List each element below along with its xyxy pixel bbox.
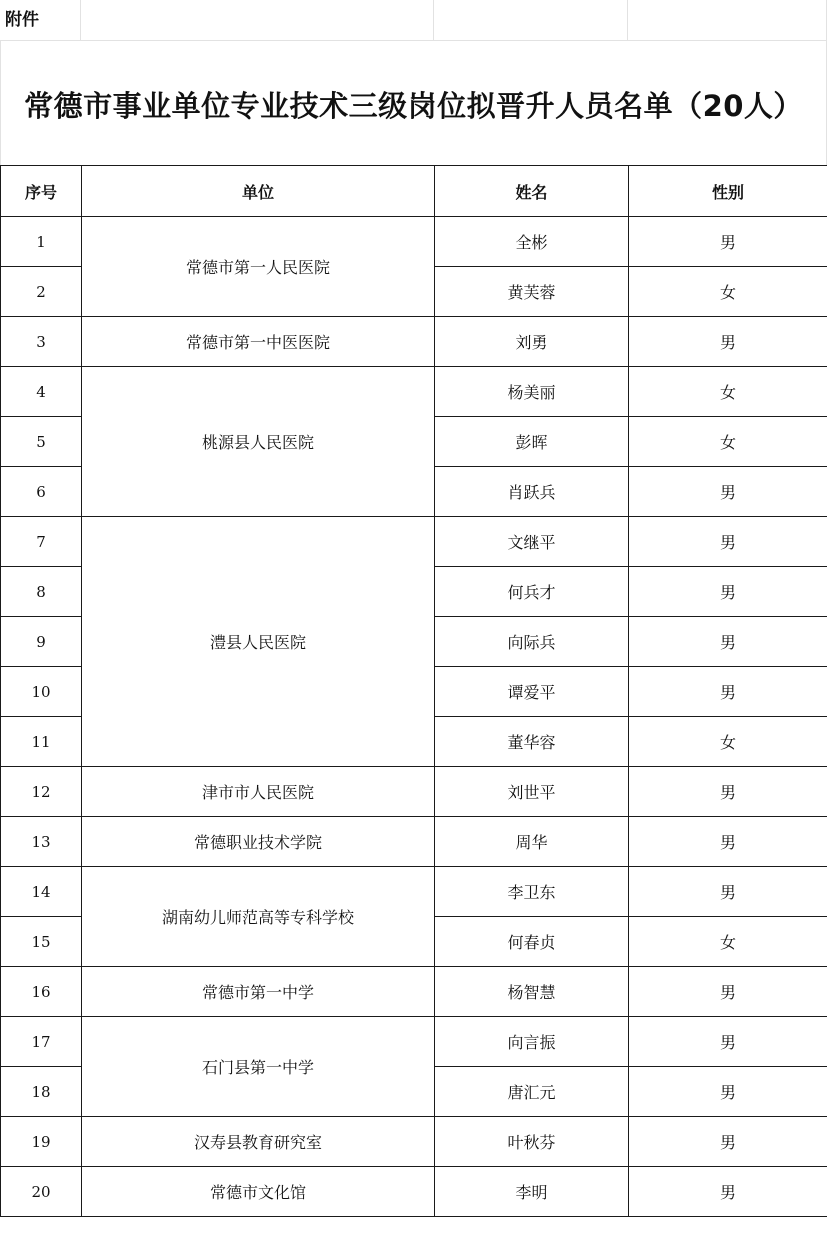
seq-cell: 6 [1, 467, 82, 517]
empty-cell [81, 0, 434, 41]
gender-cell: 男 [629, 1117, 827, 1167]
column-header-seq: 序号 [1, 166, 82, 217]
gender-cell: 女 [629, 917, 827, 967]
gender-cell: 男 [629, 617, 827, 667]
gender-cell: 男 [629, 1067, 827, 1117]
table-row [1, 817, 827, 867]
seq-cell: 20 [1, 1167, 82, 1217]
unit-cell: 常德市第一中学 [82, 967, 435, 1017]
name-cell: 董华容 [435, 717, 629, 767]
name-cell: 唐汇元 [435, 1067, 629, 1117]
name-cell: 杨美丽 [435, 367, 629, 417]
name-cell: 李明 [435, 1167, 629, 1217]
seq-cell: 2 [1, 267, 82, 317]
seq-cell: 9 [1, 617, 82, 667]
gender-cell: 男 [629, 867, 827, 917]
gender-cell: 男 [629, 567, 827, 617]
name-cell: 何兵才 [435, 567, 629, 617]
column-header-name: 姓名 [435, 166, 629, 217]
attachment-label: 附件 [0, 0, 81, 41]
unit-cell: 湖南幼儿师范高等专科学校 [82, 867, 435, 967]
name-cell: 彭晖 [435, 417, 629, 467]
name-cell: 向言振 [435, 1017, 629, 1067]
gender-cell: 男 [629, 667, 827, 717]
table-row [1, 967, 827, 1017]
seq-cell: 10 [1, 667, 82, 717]
gender-cell: 男 [629, 1167, 827, 1217]
table-row [1, 367, 827, 417]
roster-body [1, 217, 827, 1217]
name-cell: 周华 [435, 817, 629, 867]
gender-cell: 男 [629, 317, 827, 367]
unit-cell: 桃源县人民医院 [82, 367, 435, 517]
name-cell: 向际兵 [435, 617, 629, 667]
name-cell: 肖跃兵 [435, 467, 629, 517]
name-cell: 黄芙蓉 [435, 267, 629, 317]
gender-cell: 女 [629, 717, 827, 767]
unit-cell: 常德职业技术学院 [82, 817, 435, 867]
seq-cell: 3 [1, 317, 82, 367]
table-row [1, 317, 827, 367]
gender-cell: 女 [629, 267, 827, 317]
seq-cell: 4 [1, 367, 82, 417]
seq-cell: 1 [1, 217, 82, 267]
empty-cell [434, 0, 628, 41]
page-title: 常德市事业单位专业技术三级岗位拟晋升人员名单（20人） [24, 88, 803, 123]
name-cell: 杨智慧 [435, 967, 629, 1017]
unit-cell: 常德市文化馆 [82, 1167, 435, 1217]
title-area [0, 40, 827, 166]
gender-cell: 男 [629, 967, 827, 1017]
seq-cell: 16 [1, 967, 82, 1017]
name-cell: 叶秋芬 [435, 1117, 629, 1167]
unit-cell: 澧县人民医院 [82, 517, 435, 767]
seq-cell: 19 [1, 1117, 82, 1167]
seq-cell: 7 [1, 517, 82, 567]
column-header-gender: 性别 [629, 166, 827, 217]
table-row [1, 1117, 827, 1167]
seq-cell: 14 [1, 867, 82, 917]
seq-cell: 18 [1, 1067, 82, 1117]
name-cell: 何春贞 [435, 917, 629, 967]
gender-cell: 女 [629, 417, 827, 467]
column-header-unit: 单位 [82, 166, 435, 217]
gender-cell: 女 [629, 367, 827, 417]
roster-table [0, 165, 827, 1217]
unit-cell: 常德市第一中医医院 [82, 317, 435, 367]
gender-cell: 男 [629, 517, 827, 567]
table-row [1, 217, 827, 267]
gender-cell: 男 [629, 767, 827, 817]
gender-cell: 男 [629, 467, 827, 517]
unit-cell: 津市市人民医院 [82, 767, 435, 817]
unit-cell: 常德市第一人民医院 [82, 217, 435, 317]
unit-cell: 石门县第一中学 [82, 1017, 435, 1117]
name-cell: 刘勇 [435, 317, 629, 367]
name-cell: 谭爱平 [435, 667, 629, 717]
table-row [1, 767, 827, 817]
name-cell: 全彬 [435, 217, 629, 267]
table-row [1, 1017, 827, 1067]
name-cell: 李卫东 [435, 867, 629, 917]
seq-cell: 5 [1, 417, 82, 467]
seq-cell: 15 [1, 917, 82, 967]
header-row [1, 166, 827, 217]
seq-cell: 8 [1, 567, 82, 617]
attachment-row [0, 0, 827, 40]
table-row [1, 1167, 827, 1217]
seq-cell: 17 [1, 1017, 82, 1067]
gender-cell: 男 [629, 817, 827, 867]
table-row [1, 867, 827, 917]
name-cell: 刘世平 [435, 767, 629, 817]
name-cell: 文继平 [435, 517, 629, 567]
empty-cell [628, 0, 827, 41]
seq-cell: 12 [1, 767, 82, 817]
seq-cell: 13 [1, 817, 82, 867]
unit-cell: 汉寿县教育研究室 [82, 1117, 435, 1167]
table-row [1, 517, 827, 567]
gender-cell: 男 [629, 217, 827, 267]
seq-cell: 11 [1, 717, 82, 767]
gender-cell: 男 [629, 1017, 827, 1067]
